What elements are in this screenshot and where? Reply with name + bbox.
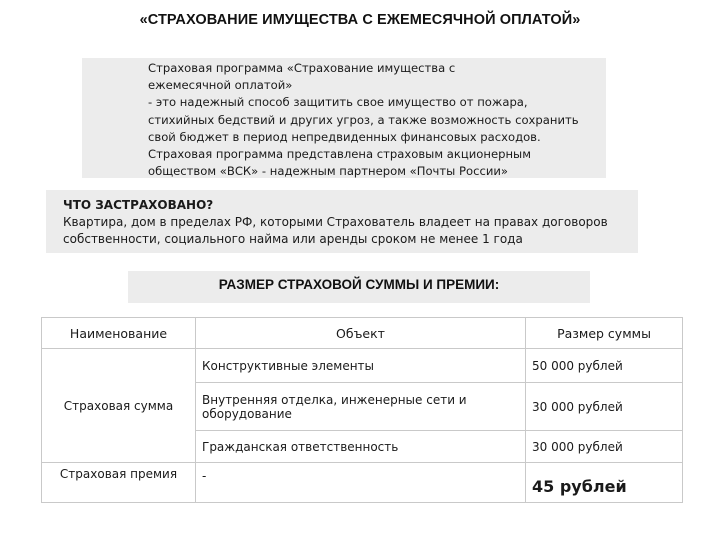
sum-section-heading: РАЗМЕР СТРАХОВОЙ СУММЫ И ПРЕМИИ: <box>128 271 590 303</box>
insured-objects-box <box>46 190 638 253</box>
premium-object-cell: - <box>196 463 526 503</box>
program-line: - это надежный способ защитить свое имущество от пожара, <box>148 95 528 110</box>
program-line: обществом «ВСК» - надежным партнером «Почты России» <box>148 164 508 179</box>
column-header-amount: Размер суммы <box>526 318 683 349</box>
page-title: «СТРАХОВАНИЕ ИМУЩЕСТВА С ЕЖЕМЕСЯЧНОЙ ОПЛАТОЙ» <box>139 12 581 28</box>
amount-cell: 30 000 рублей <box>526 431 683 463</box>
column-header-name: Наименование <box>42 318 196 349</box>
object-cell: Гражданская ответственность <box>196 431 526 463</box>
program-line: Страховая программа представлена страховым акционерным <box>148 147 531 162</box>
program-line: свой бюджет в период непредвиденных финансовых расходов. <box>148 129 541 144</box>
insurance-table <box>41 317 683 503</box>
program-line: стихийных бедствий и других угроз, а также возможность сохранить <box>148 112 579 127</box>
program-line: ежемесячной оплатой» <box>148 78 293 93</box>
program-line: Страховая программа «Страхование имущества с <box>148 61 456 75</box>
premium-label-cell: Страховая премия <box>42 463 196 503</box>
object-cell: Внутренняя отделка, инженерные сети и оборудование <box>196 383 526 431</box>
insured-heading: ЧТО ЗАСТРАХОВАНО? <box>63 198 214 212</box>
premium-amount-cell: 45 рублей <box>526 463 683 503</box>
object-cell: Конструктивные элементы <box>196 349 526 383</box>
program-description-box <box>82 58 606 178</box>
insured-line: Квартира, дом в пределах РФ, которыми Страхователь владеет на правах договоров <box>63 215 608 229</box>
amount-cell: 30 000 рублей <box>526 383 683 431</box>
table-row <box>42 349 683 383</box>
column-header-object: Объект <box>196 318 526 349</box>
table-header-row <box>42 318 683 349</box>
insured-line: собственности, социального найма или аренды сроком не менее 1 года <box>63 232 523 246</box>
table-row <box>42 463 683 503</box>
sum-label-cell: Страховая сумма <box>42 349 196 463</box>
amount-cell: 50 000 рублей <box>526 349 683 383</box>
